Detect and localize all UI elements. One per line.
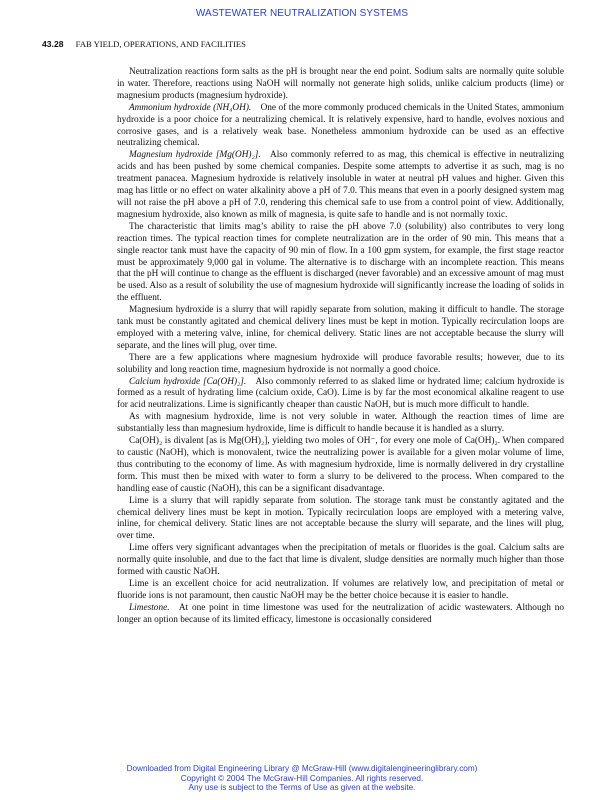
paragraph-text: Also commonly referred to as mag, this chemical is effective in neutralizing acids and has been pushed by some chemical companies. Despite some attempts to advertise it as such, mag is no treatment panacea. Magnesium hydroxide is relatively insoluble in water at neutral pH values and higher. Given this mag has little or no effect on water alkalinity above a pH of 7.0. This means that even in a poorly designed system mag will not raise the pH above a pH of 7.0, rendering this chemical safe to use from a control point of view. Additionally, magnesium hydroxide, also known as milk of magnesia, is quite safe to handle and is not normally toxic. xyxy=(117,150,564,220)
paragraph: Lime is an excellent choice for acid neutralization. If volumes are relatively low, and precipitation of metal or fluoride ions is not paramount, then caustic NaOH may be the better choice because it is easier to handle. xyxy=(117,578,564,601)
running-title: FAB YIELD, OPERATIONS, AND FACILITIES xyxy=(75,39,246,49)
run-in-heading: Ammonium hydroxide (NH₄OH). xyxy=(129,102,252,113)
footer-terms-line[interactable]: Any use is subject to the Terms of Use as given at the website. xyxy=(188,783,416,793)
paragraph xyxy=(117,603,564,627)
run-in-heading: Limestone. xyxy=(129,602,170,613)
paragraph xyxy=(117,377,564,413)
footer-copyright-line: Copyright © 2004 The McGraw-Hill Companies. All rights reserved. xyxy=(180,773,424,783)
paragraph: Magnesium hydroxide is a slurry that will rapidly separate from solution, making it difficult to handle. The storage tank must be constantly agitated and chemical delivery lines must be kept in motion. Typically recirculation loops are employed with a metering valve, inline, for chemical delivery. Static lines are not acceptable because the slurry will separate, and the lines will plug, over time. xyxy=(117,305,564,351)
paragraph: Lime is a slurry that will rapidly separate from solution. The storage tank must be constantly agitated and the chemical delivery lines must be kept in motion. Typically recirculation loops are employed with a metering valve, inline, for chemical delivery. Static lines are not acceptable because the slurry will separate, and the lines will plug, over time. xyxy=(117,495,564,542)
run-in-heading: Calcium hydroxide [Ca(OH)₂]. xyxy=(129,376,247,387)
paragraph: As with magnesium hydroxide, lime is not very soluble in water. Although the reaction times of lime are substantially less than magnesium hydroxide, lime is difficult to handle because it is handled as a slurry. xyxy=(117,412,564,435)
footer-download-line[interactable]: Downloaded from Digital Engineering Library @ McGraw-Hill (www.digitalengineeringlibrary.com) xyxy=(126,764,478,773)
paragraph-text: One of the more commonly produced chemicals in the United States, ammonium hydroxide is a poor choice for a neutralizing chemical. It is relatively expensive, hard to handle, evolves noxious and corrosive gases, and is a relatively weak base. Nonetheless ammonium hydroxide can be used as an effective neutralizing chemical. xyxy=(117,102,564,149)
run-in-heading: Magnesium hydroxide [Mg(OH)₂]. xyxy=(129,150,261,161)
body-text xyxy=(117,67,564,627)
paragraph: Lime offers very significant advantages when the precipitation of metals or fluorides is the goal. Calcium salts are normally quite insoluble, and due to the fact that lime is divalent, sludge densities are normally much higher than those formed with caustic NaOH. xyxy=(117,543,564,578)
paragraph xyxy=(117,150,564,221)
paragraph xyxy=(117,103,564,151)
paragraph-text: At one point in time limestone was used for the neutralization of acidic wastewaters. Although no longer an option because of its limited efficacy, limestone is occasionally considered xyxy=(117,602,564,625)
paragraph-text: Also commonly referred to as slaked lime or hydrated lime; calcium hydroxide is formed as a result of hydrating lime (calcium oxide, CaO). Lime is by far the most economical alkaline reagent to use for acid neutralizations. Lime is significantly cheaper than caustic NaOH, but is much more difficult to handle. xyxy=(117,376,564,411)
paragraph: The characteristic that limits mag’s ability to raise the pH above 7.0 (solubility) also contributes to very long reaction times. The typical reaction times for complete neutralization are in the order of 90 min. This means that a single reactor tank must have the capacity of 90 min of flow. In a 100 gpm system, for example, the first stage reactor must be approximately 9,000 gal in volume. The alternative is to discharge with an incomplete reaction. This means that the pH will continue to change as the effluent is discharged (never favorable) and an excessive amount of mag must be used. Also as a result of solubility the use of magnesium hydroxide will significantly increase the loading of solids in the effluent. xyxy=(117,221,564,304)
paragraph: There are a few applications where magnesium hydroxide will produce favorable results; however, due to its solubility and long reaction time, magnesium hydroxide is not normally a good choice. xyxy=(117,352,564,375)
section-banner: WASTEWATER NEUTRALIZATION SYSTEMS xyxy=(195,8,409,19)
download-footer xyxy=(0,764,604,793)
paragraph: Ca(OH)₂ is divalent [as is Mg(OH)₂], yielding two moles of OH⁻, for every one mole of Ca(OH)₂. When compared to caustic (NaOH), which is monovalent, twice the neutralizing power is available for a given molar volume of lime, thus contributing to the economy of lime. As with magnesium hydroxide, lime is normally delivered in dry crystalline form. This must then be mixed with water to form a slurry to be delivered to the process. When compared to the handling ease of caustic (NaOH), this can be a significant disadvantage. xyxy=(117,436,564,494)
paragraph: Neutralization reactions form salts as the pH is brought near the end point. Sodium salts are normally quite soluble in water. Therefore, reactions using NaOH will normally not generate high solids, unlike calcium products (lime) or magnesium products (magnesium hydroxide). xyxy=(117,67,564,101)
page-number: 43.28 xyxy=(42,39,64,49)
running-head xyxy=(42,39,562,49)
